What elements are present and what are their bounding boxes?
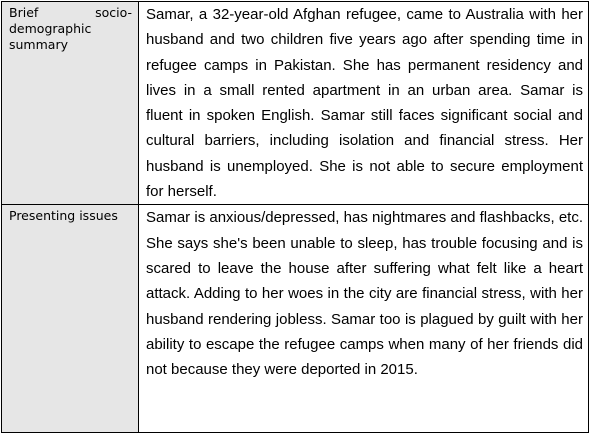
socio-demographic-summary-text: Samar, a 32-year-old Afghan refugee, came to Australia with her husband and two children five years ago after spending time in refugee camps in Pakistan. She has permanent residency and lives in a small rented apartment in an urban area. Samar is fluent in spoken English. Samar still faces significant social and cultural barriers, including isolation and financial stress. Her husband is unemployed. She is not able to secure employment for herself. bbox=[146, 6, 583, 201]
case-summary-table bbox=[1, 1, 589, 433]
row-content-cell bbox=[139, 205, 589, 433]
row-label-cell bbox=[2, 205, 139, 433]
presenting-issues-text: Samar is anxious/depressed, has nightmares and flashbacks, etc. She says she's been unable to sleep, has trouble focusing and is scared to leave the house after suffering what felt like a heart attack. Adding to her woes in the city are financial stress, with her husband rendering jobless. Samar too is plagued by guilt with her ability to escape the refugee camps when many of her friends did not because they were deported in 2015. bbox=[146, 209, 583, 379]
row-label-cell bbox=[2, 2, 139, 205]
table-row bbox=[2, 205, 589, 433]
presenting-issues-label: Presenting issues bbox=[9, 208, 118, 224]
socio-demographic-label: Brief socio-demographic summary bbox=[9, 5, 132, 52]
table-row bbox=[2, 2, 589, 205]
row-content-cell bbox=[139, 2, 589, 205]
